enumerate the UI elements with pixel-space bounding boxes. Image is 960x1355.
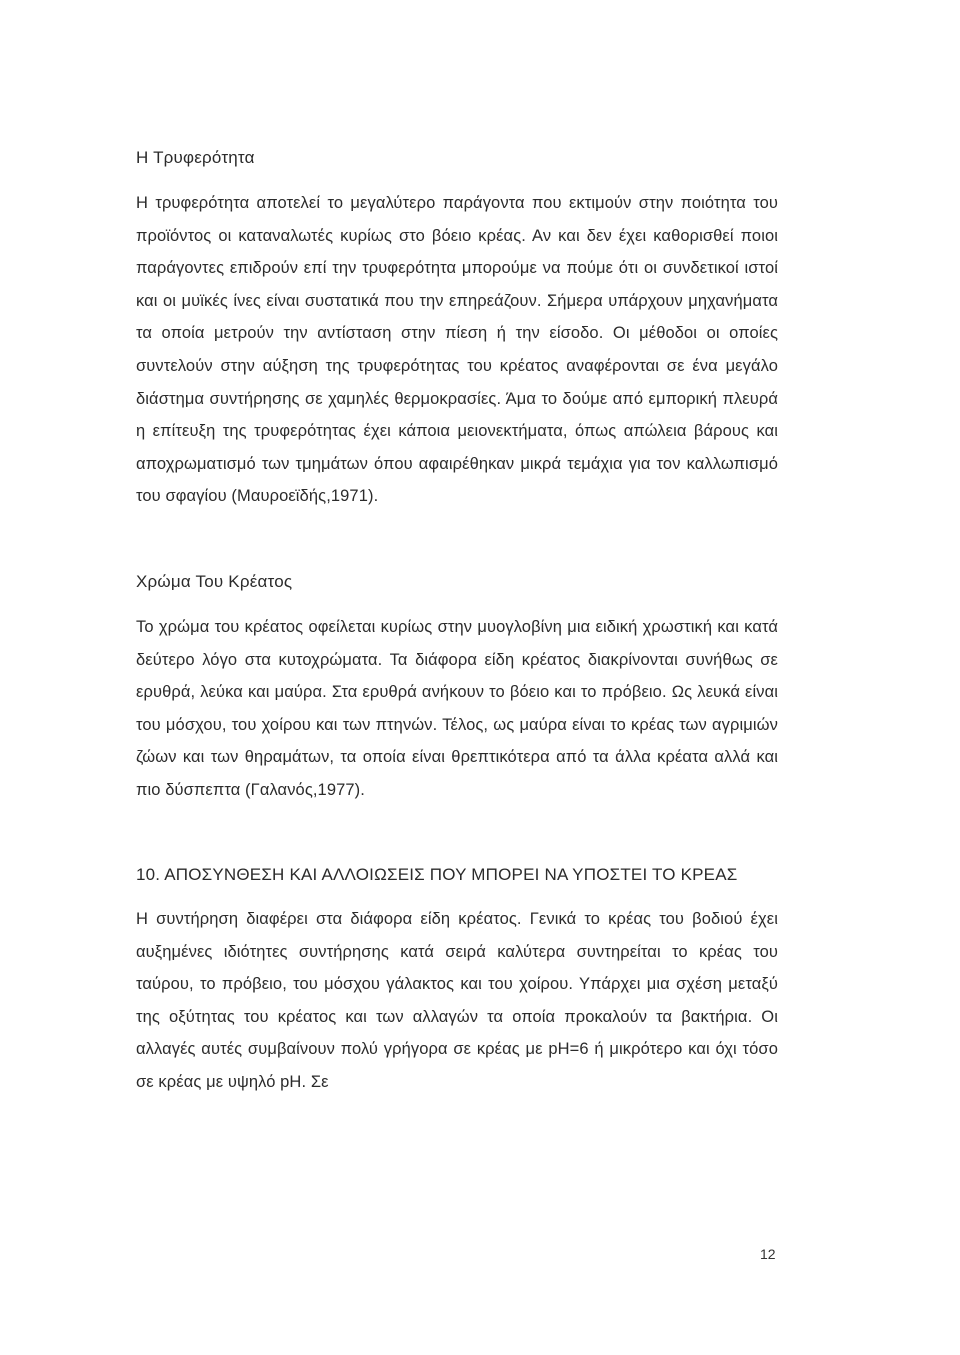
page-content — [136, 141, 778, 1099]
section-paragraph-decomposition: Η συντήρηση διαφέρει στα διάφορα είδη κρέατος. Γενικά το κρέας του βοδιού έχει αυξημένες ιδιότητες συντήρησης κατά σειρά καλύτερα συντηρείται το κρέας του ταύρου, το πρόβειο, του μόσχου γάλακτος και του χοίρου. Υπάρχει μια σχέση μεταξύ της οξύτητας του κρέατος και των αλλαγών τα οποία προκαλούν τα βακτήρια. Οι αλλαγές αυτές συμβαίνουν πολύ γρήγορα σε κρέας με pH=6 ή μικρότερο και όχι τόσο σε κρέας με υψηλό pH. Σε — [136, 910, 778, 1092]
spacer — [136, 807, 778, 859]
page-number: 12 — [760, 1246, 776, 1262]
spacer — [136, 891, 778, 903]
section-heading-tenderness: Η Τρυφερότητα — [136, 148, 255, 167]
section-paragraph-tenderness: Η τρυφερότητα αποτελεί το μεγαλύτερο παράγοντα που εκτιμούν στην ποιότητα του προϊόντος οι καταναλωτές κυρίως στο βόειο κρέας. Αν και δεν έχει καθορισθεί ποιοι παράγοντες επιδρούν επί την τρυφερότητα μπορούμε να πούμε ότι οι συνδετικοί ιστοί και οι μυϊκές ίνες είναι συστατικά που την επηρεάζουν. Σήμερα υπάρχουν μηχανήματα τα οποία μετρούν την αντίσταση στην πίεση ή την είσοδο. Οι μέθοδοι οι οποίες συντελούν στην αύξηση της τρυφερότητας του κρέατος αναφέρονται σε ένα μεγάλο διάστημα συντήρησης σε χαμηλές θερμοκρασίες. Άμα το δούμε από εμπορική πλευρά η επίτευξη της τρυφερότητας έχει κάποια μειονεκτήματα, όπως απώλεια βάρους και αποχρωματισμό των τμημάτων όπου αφαιρέθηκαν μικρά τεμάχια για τον καλλωπισμό του σφαγίου (Μαυροεϊδής,1971). — [136, 194, 778, 506]
spacer — [136, 599, 778, 611]
spacer — [136, 513, 778, 565]
spacer — [136, 175, 778, 187]
section-paragraph-meat-color: Το χρώμα του κρέατος οφείλεται κυρίως στην μυογλοβίνη μια ειδική χρωστική και κατά δεύτερο λόγο στα κυτοχρώματα. Τα διάφορα είδη κρέατος διακρίνονται συνήθως σε ερυθρά, λεύκα και μαύρα. Στα ερυθρά ανήκουν το βόειο και το πρόβειο. Ως λευκά είναι του μόσχου, του χοίρου και των πτηνών. Τέλος, ως μαύρα είναι το κρέας των αγριμιών ζώων και των θηραμάτων, τα οποία είναι θρεπτικότερα από τα άλλα κρέατα αλλά και πιο δύσπεπτα (Γαλανός,1977). — [136, 617, 778, 799]
section-heading-decomposition: 10. ΑΠΟΣΥΝΘΕΣΗ ΚΑΙ ΑΛΛΟΙΩΣΕΙΣ ΠΟΥ ΜΠΟΡΕΙ ΝΑ ΥΠΟΣΤΕΙ ΤΟ ΚΡΕΑΣ — [136, 864, 738, 884]
section-heading-meat-color: Χρώμα Του Κρέατος — [136, 571, 293, 591]
